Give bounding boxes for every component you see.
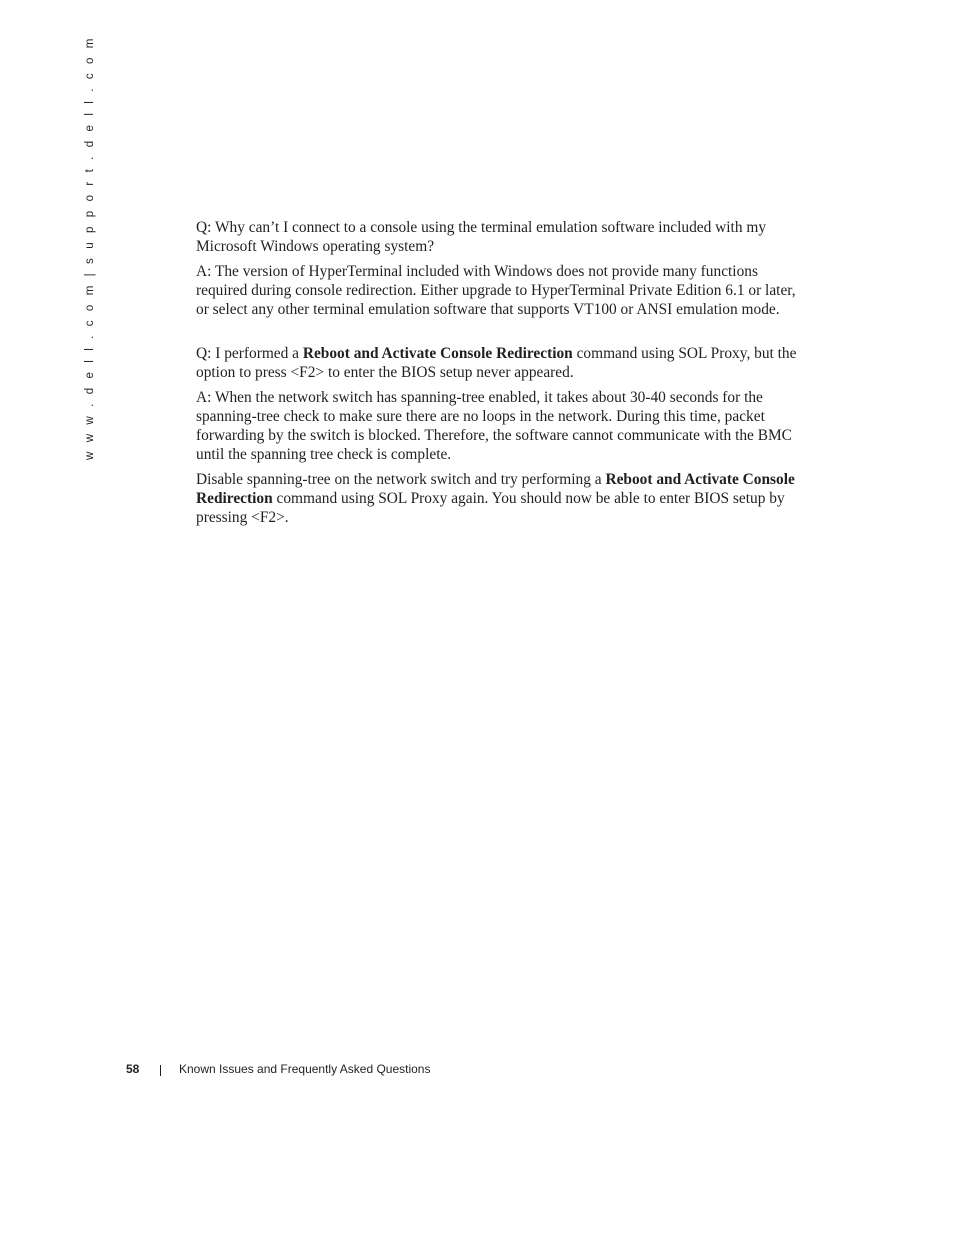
faq-answer-2-extra: [196, 470, 808, 527]
faq-content: [196, 218, 808, 533]
faq-answer-2: A: When the network switch has spanning-tree enabled, it takes about 30-40 seconds for the spanning-tree check to make sure there are no loops in the network. During this time, packet forwarding by the switch is blocked. Therefore, the software cannot communicate with the BMC until the spanning tree check is complete.: [196, 389, 792, 463]
question-text: : Why can’t I connect to a console using the terminal emulation software included with my Microsoft Windows operating system?: [196, 219, 767, 255]
extra-text-post: command using SOL Proxy again. You should now be able to enter BIOS setup by pressing <F2>.: [196, 490, 785, 526]
side-url-text: w w w . d e l l . c o m | s u p p o r t . d e l l . c o m: [84, 35, 96, 460]
footer-divider: [160, 1065, 161, 1076]
extra-text-pre: Disable spanning-tree on the network switch and try performing a: [196, 471, 606, 488]
page-footer: [0, 1062, 954, 1082]
command-name: Reboot and Activate Console Redirection: [302, 345, 573, 362]
faq-question-2: [196, 344, 808, 382]
faq-question-1: [196, 218, 808, 256]
page-number: 58: [126, 1062, 140, 1076]
question-label: Q: [196, 345, 208, 362]
question-label: Q: [196, 219, 208, 236]
command-name: Reboot and Activate Console Redirection: [196, 471, 795, 507]
question-text-post: command using SOL Proxy, but the option to press <F2> to enter the BIOS setup never appeared.: [196, 345, 797, 381]
faq-answer-1: A: The version of HyperTerminal included with Windows does not provide many functions required during console redirection. Either upgrade to HyperTerminal Private Edition 6.1 or later, or select any other terminal emulation software that supports VT100 or ANSI emulation mode.: [196, 263, 796, 318]
chapter-title: Known Issues and Frequently Asked Questions: [179, 1062, 431, 1076]
question-text-pre: : I performed a: [207, 345, 303, 362]
